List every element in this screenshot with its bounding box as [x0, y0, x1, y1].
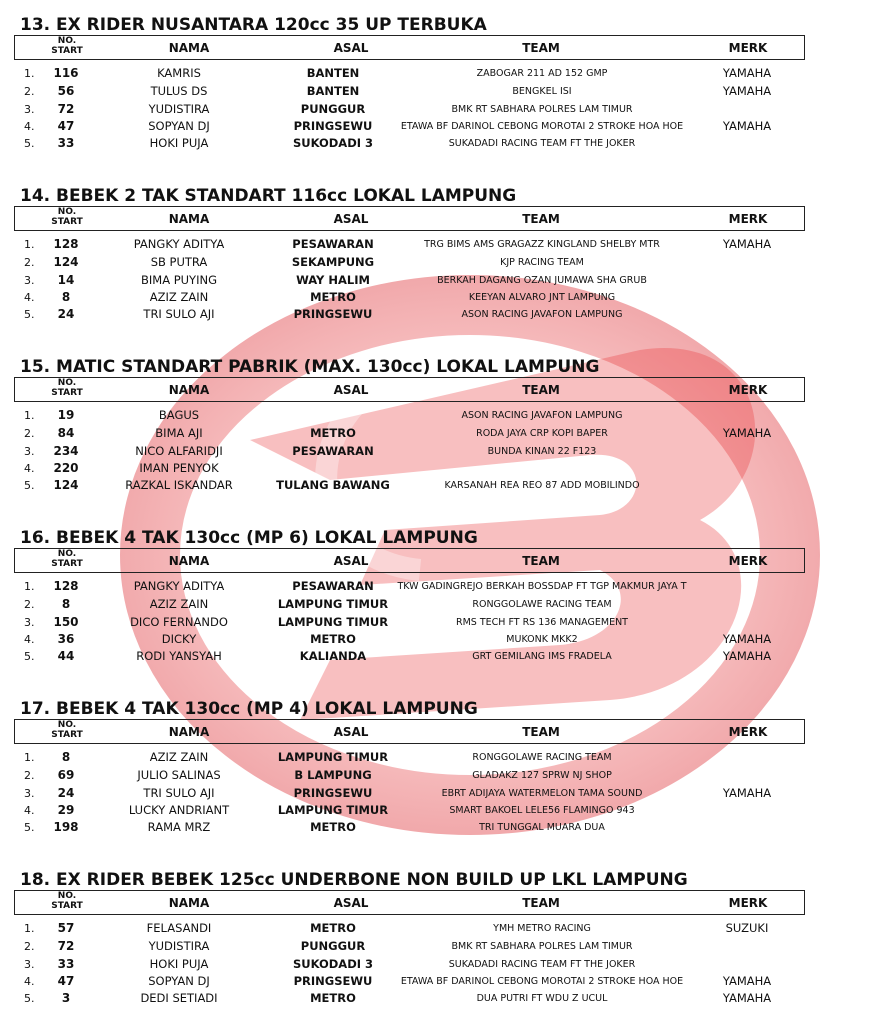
start-number: 47: [57, 119, 75, 133]
bike-brand: YAMAHA: [722, 119, 772, 133]
row-index: 1.: [24, 751, 35, 764]
header-team: TEAM: [522, 41, 560, 55]
bike-brand: YAMAHA: [722, 649, 772, 663]
row-index: 3.: [24, 958, 35, 971]
header-merk: MERK: [728, 725, 768, 739]
table-row: [0, 648, 894, 665]
team-name: ZABOGAR 211 AD 152 GMP: [476, 68, 608, 79]
table-header: [14, 548, 805, 573]
team-name: BMK RT SABHARA POLRES LAM TIMUR: [451, 941, 633, 952]
start-number: 33: [57, 957, 75, 971]
row-index: 4.: [24, 633, 35, 646]
rider-origin: METRO: [310, 290, 356, 304]
table-row: [0, 65, 894, 82]
team-name: BENGKEL ISI: [512, 86, 572, 97]
bike-brand: YAMAHA: [722, 632, 772, 646]
table-row: [0, 289, 894, 306]
row-index: 4.: [24, 975, 35, 988]
rider-name: BIMA AJI: [155, 426, 203, 440]
row-index: 1.: [24, 238, 35, 251]
rider-name: AZIZ ZAIN: [149, 750, 209, 764]
table-row: [0, 272, 894, 289]
rider-origin: SUKODADI 3: [292, 957, 374, 971]
section-title: 15. MATIC STANDART PABRIK (MAX. 130cc) LOKAL LAMPUNG: [20, 357, 600, 377]
race-class-section: [0, 184, 894, 355]
rider-origin: METRO: [310, 991, 356, 1005]
rider-name: AZIZ ZAIN: [149, 290, 209, 304]
bike-brand: YAMAHA: [722, 974, 772, 988]
rider-origin: B LAMPUNG: [294, 768, 372, 782]
row-index: 1.: [24, 67, 35, 80]
start-number: 128: [53, 237, 79, 251]
rider-name: NICO ALFARIDJI: [135, 444, 223, 458]
rider-name: TULUS DS: [150, 84, 208, 98]
start-number: 234: [53, 444, 79, 458]
start-number: 220: [53, 461, 79, 475]
row-index: 3.: [24, 274, 35, 287]
rider-origin: BANTEN: [306, 66, 360, 80]
bike-brand: YAMAHA: [722, 426, 772, 440]
rider-name: IMAN PENYOK: [139, 461, 219, 475]
row-index: 5.: [24, 650, 35, 663]
table-row: [0, 973, 894, 990]
table-header: [14, 890, 805, 915]
rider-origin: PRINGSEWU: [293, 974, 373, 988]
team-name: RODA JAYA CRP KOPI BAPER: [476, 428, 608, 439]
team-name: TRI TUNGGAL MUARA DUA: [479, 822, 605, 833]
bike-brand: YAMAHA: [722, 786, 772, 800]
start-number: 72: [57, 102, 75, 116]
table-row: [0, 631, 894, 648]
team-name: BUNDA KINAN 22 F123: [487, 446, 597, 457]
rider-origin: TULANG BAWANG: [276, 478, 390, 492]
rider-name: DICO FERNANDO: [130, 615, 228, 629]
header-asal: ASAL: [333, 725, 369, 739]
team-name: KEEYAN ALVARO JNT LAMPUNG: [468, 292, 616, 303]
race-class-section: [0, 355, 894, 526]
rider-name: JULIO SALINAS: [137, 768, 221, 782]
header-nama: NAMA: [168, 212, 210, 226]
row-index: 4.: [24, 462, 35, 475]
table-row: [0, 578, 894, 595]
table-row: [0, 83, 894, 100]
team-name: SMART BAKOEL LELE56 FLAMINGO 943: [449, 805, 635, 816]
start-number: 36: [57, 632, 75, 646]
table-row: [0, 118, 894, 135]
row-index: 5.: [24, 308, 35, 321]
rider-name: BAGUS: [158, 408, 200, 422]
team-name: BMK RT SABHARA POLRES LAM TIMUR: [451, 104, 633, 115]
rider-name: SOPYAN DJ: [148, 119, 210, 133]
start-number: 57: [57, 921, 75, 935]
start-number: 124: [53, 255, 79, 269]
rider-name: AZIZ ZAIN: [149, 597, 209, 611]
table-row: [0, 135, 894, 152]
start-number: 56: [57, 84, 75, 98]
rider-name: DEDI SETIADI: [140, 991, 218, 1005]
start-number: 29: [57, 803, 75, 817]
header-team: TEAM: [522, 383, 560, 397]
rider-origin: METRO: [310, 820, 356, 834]
rider-name: FELASANDI: [146, 921, 212, 935]
rider-name: YUDISTIRA: [148, 102, 210, 116]
team-name: DUA PUTRI FT WDU Z UCUL: [476, 993, 608, 1004]
rider-origin: PRINGSEWU: [293, 119, 373, 133]
team-name: BERKAH DAGANG OZAN JUMAWA SHA GRUB: [437, 275, 647, 286]
bike-brand: YAMAHA: [722, 237, 772, 251]
start-number: 47: [57, 974, 75, 988]
table-row: [0, 614, 894, 631]
rider-origin: PUNGGUR: [300, 939, 366, 953]
rider-origin: PESAWARAN: [292, 444, 374, 458]
team-name: GRT GEMILANG IMS FRADELA: [472, 651, 612, 662]
row-index: 2.: [24, 85, 35, 98]
section-title: 13. EX RIDER NUSANTARA 120cc 35 UP TERBUKA: [20, 15, 487, 35]
section-title: 14. BEBEK 2 TAK STANDART 116cc LOKAL LAMPUNG: [20, 186, 517, 206]
table-header: [14, 377, 805, 402]
rider-name: RAMA MRZ: [147, 820, 211, 834]
rider-origin: SEKAMPUNG: [291, 255, 375, 269]
table-row: [0, 101, 894, 118]
team-name: ETAWA BF DARINOL CEBONG MOROTAI 2 STROKE HOA HOE: [400, 121, 684, 132]
header-team: TEAM: [522, 554, 560, 568]
race-class-section: [0, 526, 894, 697]
header-team: TEAM: [522, 896, 560, 910]
start-number: 69: [57, 768, 75, 782]
row-index: 3.: [24, 616, 35, 629]
row-index: 1.: [24, 922, 35, 935]
rider-name: BIMA PUYING: [140, 273, 217, 287]
table-row: [0, 819, 894, 836]
team-name: SUKADADI RACING TEAM FT THE JOKER: [448, 959, 636, 970]
table-row: [0, 477, 894, 494]
row-index: 5.: [24, 137, 35, 150]
bike-brand: SUZUKI: [725, 921, 769, 935]
row-index: 2.: [24, 598, 35, 611]
start-number: 198: [53, 820, 79, 834]
team-name: EBRT ADIJAYA WATERMELON TAMA SOUND: [441, 788, 643, 799]
rider-name: HOKI PUJA: [149, 136, 209, 150]
team-name: MUKONK MKK2: [506, 634, 578, 645]
start-number: 44: [57, 649, 75, 663]
header-merk: MERK: [728, 41, 768, 55]
rider-origin: LAMPUNG TIMUR: [277, 597, 389, 611]
rider-origin: WAY HALIM: [296, 273, 370, 287]
header-no-start: NO. START: [51, 891, 83, 911]
row-index: 5.: [24, 821, 35, 834]
table-row: [0, 749, 894, 766]
header-asal: ASAL: [333, 212, 369, 226]
table-row: [0, 920, 894, 937]
race-class-section: [0, 13, 894, 184]
team-name: KARSANAH REA REO 87 ADD MOBILINDO: [444, 480, 640, 491]
table-row: [0, 938, 894, 955]
rider-name: TRI SULO AJI: [143, 307, 215, 321]
rider-name: DICKY: [161, 632, 197, 646]
row-index: 4.: [24, 291, 35, 304]
start-number: 116: [53, 66, 79, 80]
team-name: KJP RACING TEAM: [500, 257, 584, 268]
team-name: YMH METRO RACING: [493, 923, 591, 934]
table-header: [14, 719, 805, 744]
row-index: 4.: [24, 120, 35, 133]
row-index: 1.: [24, 580, 35, 593]
table-row: [0, 407, 894, 424]
table-row: [0, 443, 894, 460]
row-index: 1.: [24, 409, 35, 422]
header-asal: ASAL: [333, 41, 369, 55]
header-merk: MERK: [728, 383, 768, 397]
team-name: RONGGOLAWE RACING TEAM: [472, 752, 612, 763]
table-header: [14, 206, 805, 231]
header-asal: ASAL: [333, 554, 369, 568]
table-row: [0, 236, 894, 253]
row-index: 3.: [24, 787, 35, 800]
table-row: [0, 785, 894, 802]
rider-name: SOPYAN DJ: [148, 974, 210, 988]
section-title: 17. BEBEK 4 TAK 130cc (MP 4) LOKAL LAMPUNG: [20, 699, 478, 719]
table-row: [0, 956, 894, 973]
team-name: RONGGOLAWE RACING TEAM: [472, 599, 612, 610]
rider-name: SB PUTRA: [150, 255, 208, 269]
table-row: [0, 460, 894, 477]
table-header: [14, 35, 805, 60]
rider-origin: BANTEN: [306, 84, 360, 98]
table-row: [0, 596, 894, 613]
row-index: 2.: [24, 427, 35, 440]
team-name: ASON RACING JAVAFON LAMPUNG: [461, 410, 623, 421]
rider-origin: PRINGSEWU: [293, 786, 373, 800]
rider-origin: PESAWARAN: [292, 579, 374, 593]
rider-origin: PESAWARAN: [292, 237, 374, 251]
rider-origin: METRO: [310, 426, 356, 440]
rider-origin: PRINGSEWU: [293, 307, 373, 321]
header-asal: ASAL: [333, 383, 369, 397]
header-no-start: NO. START: [51, 720, 83, 740]
row-index: 5.: [24, 992, 35, 1005]
rider-origin: LAMPUNG TIMUR: [277, 615, 389, 629]
team-name: GLADAKZ 127 SPRW NJ SHOP: [472, 770, 612, 781]
team-name: RMS TECH FT RS 136 MANAGEMENT: [456, 617, 628, 628]
header-no-start: NO. START: [51, 36, 83, 56]
table-row: [0, 254, 894, 271]
start-number: 84: [57, 426, 75, 440]
header-nama: NAMA: [168, 554, 210, 568]
start-number: 72: [57, 939, 75, 953]
rider-name: KAMRIS: [157, 66, 201, 80]
rider-name: RODI YANSYAH: [136, 649, 222, 663]
rider-name: TRI SULO AJI: [143, 786, 215, 800]
row-index: 3.: [24, 103, 35, 116]
start-number: 8: [61, 750, 71, 764]
header-nama: NAMA: [168, 725, 210, 739]
header-merk: MERK: [728, 212, 768, 226]
row-index: 3.: [24, 445, 35, 458]
start-number: 3: [61, 991, 71, 1005]
start-number: 8: [61, 597, 71, 611]
header-no-start: NO. START: [51, 378, 83, 398]
race-class-section: [0, 868, 894, 1024]
start-number: 150: [53, 615, 79, 629]
table-row: [0, 425, 894, 442]
rider-origin: METRO: [310, 921, 356, 935]
header-merk: MERK: [728, 896, 768, 910]
header-nama: NAMA: [168, 383, 210, 397]
table-row: [0, 767, 894, 784]
start-number: 33: [57, 136, 75, 150]
row-index: 2.: [24, 940, 35, 953]
bike-brand: YAMAHA: [722, 84, 772, 98]
start-number: 8: [61, 290, 71, 304]
row-index: 2.: [24, 769, 35, 782]
start-number: 14: [57, 273, 75, 287]
team-name: SUKADADI RACING TEAM FT THE JOKER: [448, 138, 636, 149]
rider-origin: METRO: [310, 632, 356, 646]
rider-name: YUDISTIRA: [148, 939, 210, 953]
header-no-start: NO. START: [51, 207, 83, 227]
header-asal: ASAL: [333, 896, 369, 910]
start-number: 19: [57, 408, 75, 422]
header-no-start: NO. START: [51, 549, 83, 569]
rider-origin: PUNGGUR: [300, 102, 366, 116]
team-name: ASON RACING JAVAFON LAMPUNG: [461, 309, 623, 320]
rider-origin: LAMPUNG TIMUR: [277, 750, 389, 764]
header-team: TEAM: [522, 725, 560, 739]
header-nama: NAMA: [168, 41, 210, 55]
rider-name: RAZKAL ISKANDAR: [125, 478, 233, 492]
race-class-section: [0, 697, 894, 868]
team-name: ETAWA BF DARINOL CEBONG MOROTAI 2 STROKE HOA HOE: [400, 976, 684, 987]
rider-origin: LAMPUNG TIMUR: [277, 803, 389, 817]
start-number: 24: [57, 307, 75, 321]
team-name: TKW GADINGREJO BERKAH BOSSDAP FT TGP MAKMUR JAYA T: [397, 581, 687, 592]
rider-name: PANGKY ADITYA: [133, 579, 225, 593]
section-title: 18. EX RIDER BEBEK 125cc UNDERBONE NON BUILD UP LKL LAMPUNG: [20, 870, 688, 890]
row-index: 2.: [24, 256, 35, 269]
row-index: 4.: [24, 804, 35, 817]
header-team: TEAM: [522, 212, 560, 226]
row-index: 5.: [24, 479, 35, 492]
table-row: [0, 990, 894, 1007]
start-number: 128: [53, 579, 79, 593]
rider-name: PANGKY ADITYA: [133, 237, 225, 251]
table-row: [0, 306, 894, 323]
team-name: TRG BIMS AMS GRAGAZZ KINGLAND SHELBY MTR: [424, 239, 660, 250]
rider-name: LUCKY ANDRIANT: [128, 803, 230, 817]
start-number: 124: [53, 478, 79, 492]
bike-brand: YAMAHA: [722, 66, 772, 80]
rider-origin: SUKODADI 3: [292, 136, 374, 150]
rider-origin: KALIANDA: [299, 649, 367, 663]
table-row: [0, 802, 894, 819]
header-merk: MERK: [728, 554, 768, 568]
bike-brand: YAMAHA: [722, 991, 772, 1005]
section-title: 16. BEBEK 4 TAK 130cc (MP 6) LOKAL LAMPUNG: [20, 528, 478, 548]
start-number: 24: [57, 786, 75, 800]
rider-name: HOKI PUJA: [149, 957, 209, 971]
header-nama: NAMA: [168, 896, 210, 910]
